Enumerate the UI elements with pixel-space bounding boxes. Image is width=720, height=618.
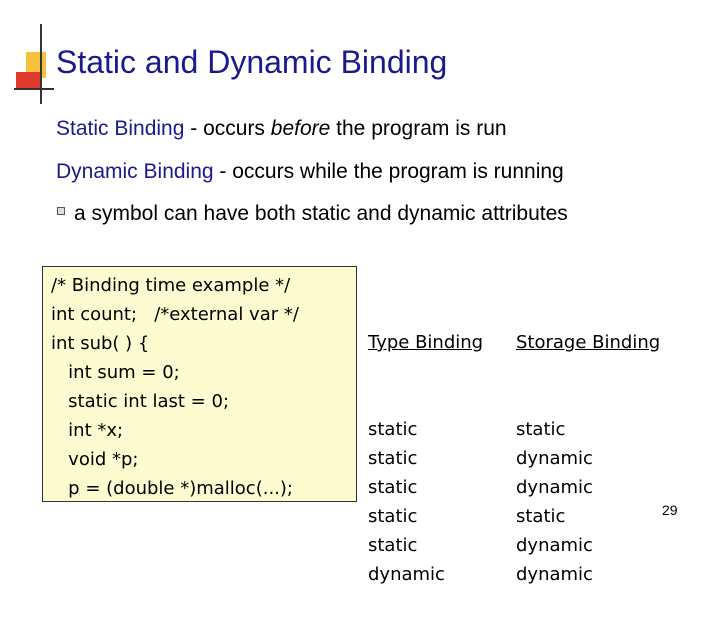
code-example-box — [42, 266, 357, 502]
dynamic-binding-line — [56, 160, 564, 184]
storage-binding-value: dynamic — [516, 477, 593, 498]
corner-ornament — [0, 0, 60, 110]
storage-binding-value: dynamic — [516, 535, 593, 556]
code-line: void *p; — [51, 449, 139, 470]
static-binding-rest: the program is run — [330, 117, 507, 140]
storage-binding-value: static — [516, 506, 566, 527]
code-line: int sub( ) { — [51, 333, 150, 354]
dynamic-binding-term: Dynamic Binding — [56, 160, 214, 183]
type-binding-values — [368, 415, 483, 589]
storage-binding-value: dynamic — [516, 448, 593, 469]
static-binding-term: Static Binding — [56, 117, 185, 140]
storage-binding-header: Storage Binding — [516, 332, 661, 353]
storage-binding-values — [516, 415, 660, 589]
storage-binding-value: dynamic — [516, 564, 593, 585]
slide-title: Static and Dynamic Binding — [56, 44, 448, 80]
ornament-vertical-line — [40, 24, 42, 104]
code-line: p = (double *)malloc(...); — [51, 478, 293, 499]
static-binding-line — [56, 117, 507, 141]
type-binding-value: dynamic — [368, 564, 445, 585]
bullet-text: a symbol can have both static and dynamic attributes — [74, 202, 568, 225]
type-binding-value: static — [368, 448, 418, 469]
dynamic-binding-rest: - occurs while the program is running — [213, 160, 564, 183]
code-line: int *x; — [51, 420, 124, 441]
type-binding-value: static — [368, 535, 418, 556]
type-binding-value: static — [368, 419, 418, 440]
storage-binding-column — [516, 270, 660, 618]
ornament-horizontal-line — [14, 88, 54, 90]
type-binding-value: static — [368, 506, 418, 527]
code-line: int sum = 0; — [51, 362, 180, 383]
code-line: static int last = 0; — [51, 391, 230, 412]
static-binding-emphasis: before — [270, 117, 331, 140]
square-bullet-icon — [57, 207, 65, 215]
code-lines — [51, 271, 299, 503]
static-binding-mid: - occurs — [184, 117, 271, 140]
code-line: int count; /*external var */ — [51, 304, 299, 325]
code-line: /* Binding time example */ — [51, 275, 291, 296]
type-binding-column — [368, 270, 483, 618]
page-number: 29 — [662, 502, 678, 518]
type-binding-header: Type Binding — [368, 332, 484, 353]
type-binding-value: static — [368, 477, 418, 498]
storage-binding-value: static — [516, 419, 566, 440]
